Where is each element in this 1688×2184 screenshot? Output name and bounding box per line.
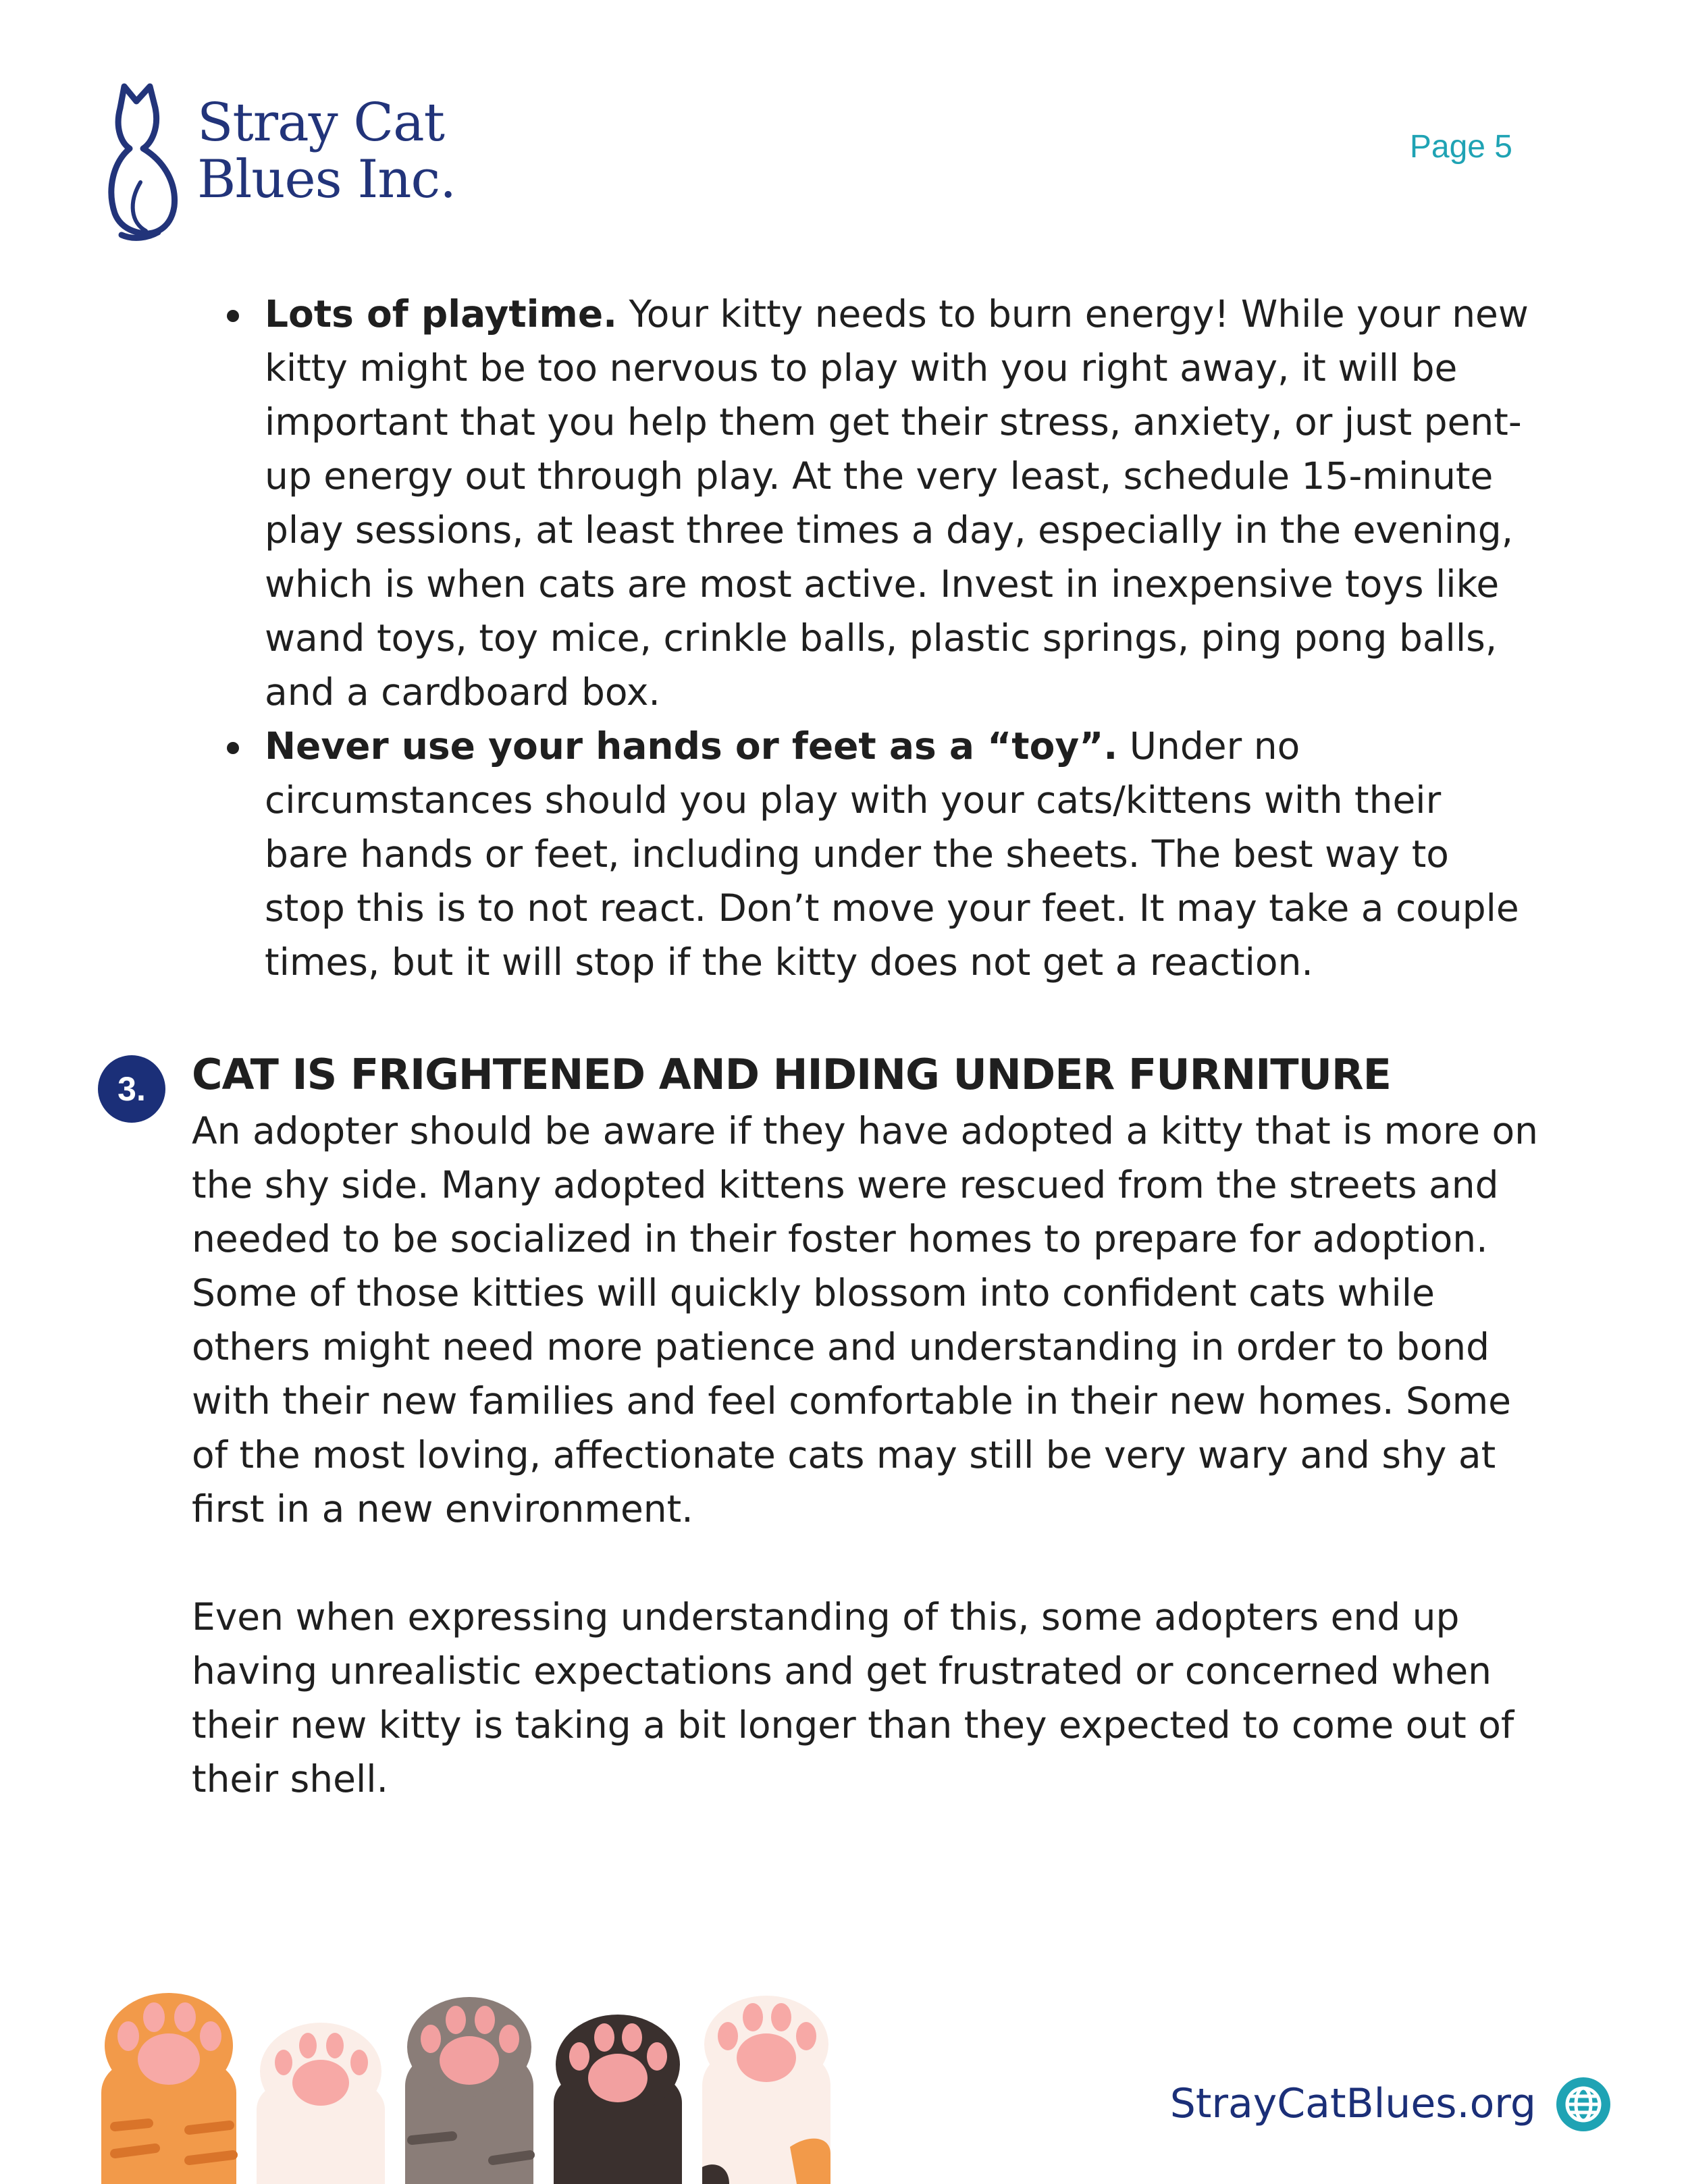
website-link[interactable]: StrayCatBlues.org (1169, 2080, 1536, 2127)
section-title: CAT IS FRIGHTENED AND HIDING UNDER FURNITURE (192, 1050, 1392, 1099)
logo-line-2: Blues Inc. (197, 149, 456, 210)
bullet-lead: Lots of playtime. (265, 292, 618, 336)
list-item (265, 719, 1534, 989)
orange-paw (101, 1993, 236, 2184)
list-item (265, 287, 1534, 719)
bullet-text: Under no circumstances should you play with your cats/kittens with their bare hands or feet, including under the sheets. The best way to stop this is to not react. Don’t move your feet. It may take a couple times, but it will stop if the kitty does not get a reaction. (265, 724, 1519, 984)
bullet-lead: Never use your hands or feet as a “toy”. (265, 724, 1118, 768)
logo (101, 81, 466, 243)
section-number-badge: 3. (98, 1055, 165, 1123)
grey-paw (405, 1997, 533, 2184)
black-paw (554, 2015, 682, 2184)
section-paragraph-1: An adopter should be aware if they have adopted a kitty that is more on the shy side. Many adopted kittens were rescued from the streets and needed to be socialized in their foster homes to prepare for adoption. Some of those kitties will quickly blossom into confident cats while others might need more patience and understanding in order to bond with their new families and feel comfortable in their new homes. Some of the most loving, affectionate cats may still be very wary and shy at first in a new environment. (192, 1109, 1539, 1530)
globe-icon (1556, 2077, 1610, 2131)
cat-paws-illustration (88, 1992, 912, 2184)
bullet-text: Your kitty needs to burn energy! While your new kitty might be too nervous to play with you right away, it will be important that you help them get their stress, anxiety, or just pent-up energy out through play. At the very least, schedule 15-minute play sessions, at least three times a day, especially in the evening, which is when cats are most active. Invest in inexpensive toys like wand toys, toy mice, crinkle balls, plastic springs, ping pong balls, and a cardboard box. (265, 292, 1529, 714)
logo-text (197, 92, 456, 210)
white-paw (257, 2023, 385, 2184)
section-paragraph-2: Even when expressing understanding of this, some adopters end up having unrealistic expectations and get frustrated or concerned when their new kitty is taking a bit longer than they expected to come out of their shell. (192, 1595, 1514, 1801)
logo-line-1: Stray Cat (197, 92, 444, 153)
page-number: Page 5 (1409, 129, 1512, 165)
tips-list (265, 287, 1534, 989)
cat-silhouette-icon (101, 81, 192, 243)
calico-paw (702, 1996, 830, 2184)
